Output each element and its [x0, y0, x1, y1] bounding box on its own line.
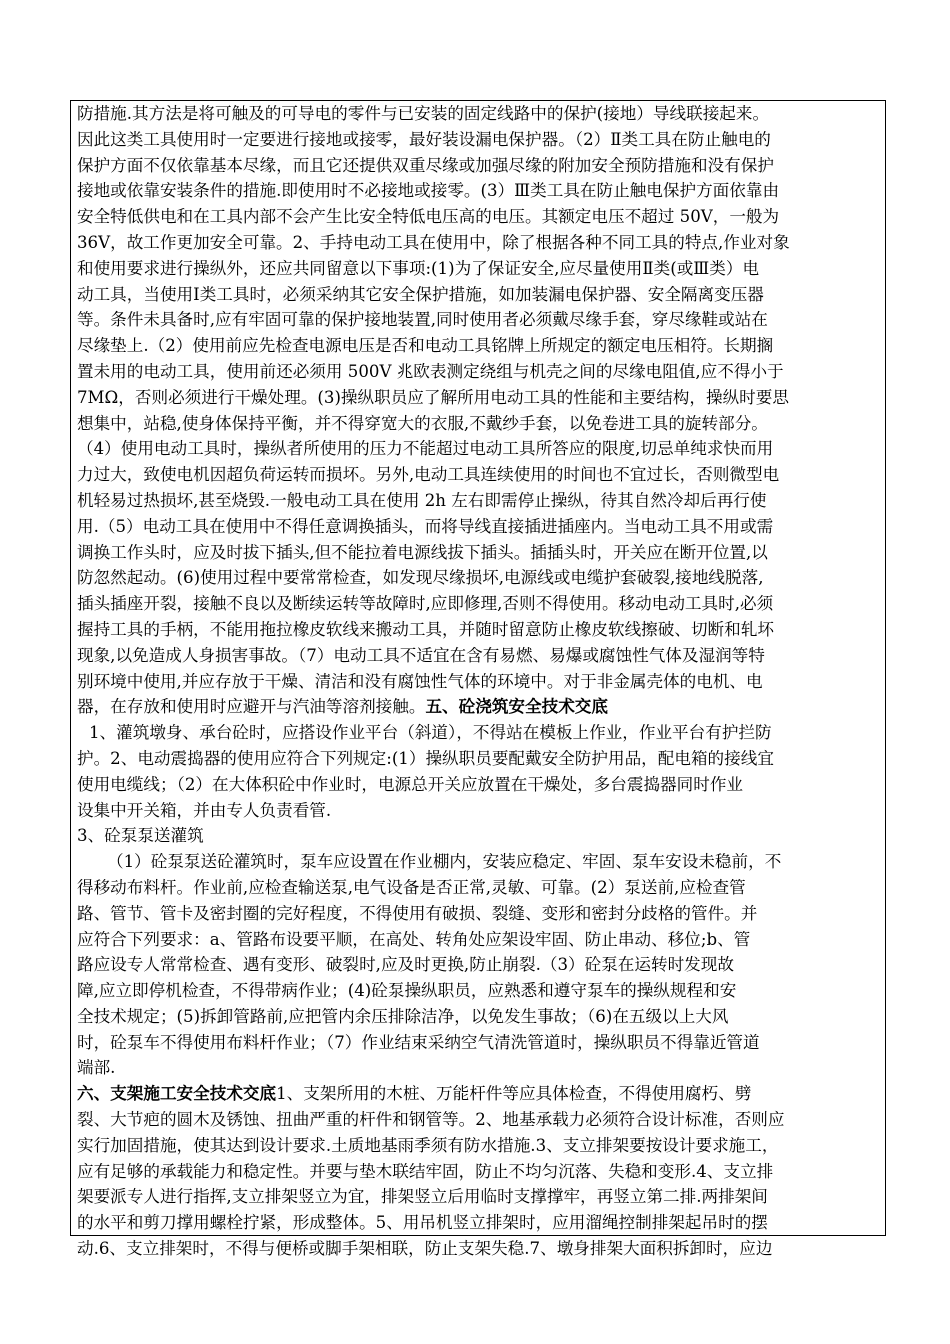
text-line: 别环境中使用,并应存放于干燥、清洁和没有腐蚀性气体的环境中。对于非金属壳体的电机、电 [77, 671, 763, 691]
text-line-with-heading [77, 1081, 883, 1107]
text-segment: 器，在存放和使用时应避开与汽油等溶剂接触。 [77, 697, 426, 717]
subheading-pump: 3、砼泵泵送灌筑 [77, 826, 204, 846]
text-line: 1、灌筑墩身、承台砼时，应搭设作业平台（斜道），不得站在模板上作业，作业平台有护拦防 [89, 723, 772, 743]
text-line: 应有足够的承载能力和稳定性。并要与垫木联结牢固，防止不均匀沉落、失稳和变形.4、支立排 [77, 1161, 774, 1181]
text-line: 尽缘垫上.（2）使用前应先检查电源电压是否和电动工具铭牌上所规定的额定电压相符。长期搁 [77, 336, 774, 356]
text-line-with-heading [77, 694, 883, 720]
text-line: 路应设专人常常检查、遇有变形、破裂时,应及时更换,防止崩裂.（3）砼泵在运转时发现故 [77, 955, 734, 975]
text-line: 裂、大节疤的圆木及锈蚀、扭曲严重的杆件和钢管等。2、地基承载力必须符合设计标准，否则应 [77, 1110, 785, 1130]
text-line: 的水平和剪刀撑用螺栓拧紧，形成整体。5、用吊机竖立排架时，应用溜绳控制排架起吊时的摆 [77, 1213, 768, 1233]
text-line: （1）砼泵泵送砼灌筑时，泵车应设置在作业棚内，安装应稳定、牢固、泵车安设未稳前，不 [107, 852, 782, 872]
text-line: 障,应立即停机检查，不得带病作业；(4)砼泵操纵职员，应熟悉和遵守泵车的操纵规程和安 [77, 981, 737, 1001]
text-line: 防忽然起动。(6)使用过程中要常常检查，如发现尽缘损坏,电源线或电缆护套破裂,接地线脱落, [77, 568, 764, 588]
text-segment: 1、支架所用的木桩、万能杆件等应具体检查，不得使用腐朽、劈 [276, 1084, 752, 1104]
text-line: 置未用的电动工具，使用前还必须用 500V 兆欧表测定绕组与机壳之间的尽缘电阻值,应不得小于 [77, 361, 784, 381]
text-line: 端部. [77, 1058, 116, 1078]
text-line: 机轻易过热损坏,甚至烧毁.一般电动工具在使用 2h 左右即需停止操纵，待其自然冷却后再行使 [77, 490, 767, 510]
text-line: 动工具，当使用Ⅰ类工具时，必须采纳其它安全保护措施，如加装漏电保护器、安全隔离变压器 [77, 284, 764, 304]
text-line: 用.（5）电动工具在使用中不得任意调换插头，而将导线直接插进插座内。当电动工具不用或需 [77, 516, 774, 536]
text-line: 7MΩ，否则必须进行干燥处理。(3)操纵职员应了解所用电动工具的性能和主要结构，操纵时要思 [77, 387, 789, 407]
text-line: 等。条件未具备时,应有牢固可靠的保护接地装置,同时使用者必须戴尽缘手套，穿尽缘鞋或站在 [77, 310, 768, 330]
text-line: 动.6、支立排架时，不得与便桥或脚手架相联，防止支架失稳.7、墩身排架大面积拆卸时，应边 [77, 1239, 773, 1259]
text-line: 保护方面不仅依靠基本尽缘，而且它还提供双重尽缘或加强尽缘的附加安全预防措施和没有保护 [77, 155, 774, 175]
text-line: 插头插座开裂，接触不良以及断续运转等故障时,应即修理,否则不得使用。移动电动工具时,必须 [77, 594, 774, 614]
text-line: 得移动布料杆。作业前,应检查输送泵,电气设备是否正常,灵敏、可靠。(2）泵送前,应检查管 [77, 877, 746, 897]
section-heading-5: 五、砼浇筑安全技术交底 [425, 696, 608, 717]
text-line: 安全特低供电和在工具内部不会产生比安全特低电压高的电压。其额定电压不超过 50V，一般为 [77, 207, 780, 227]
text-line: 设集中开关箱，并由专人负责看管. [77, 800, 332, 820]
text-line: 和使用要求进行操纵外，还应共同留意以下事项:(1)为了保证安全,应尽量使用Ⅱ类(或Ⅲ类）电 [77, 258, 760, 278]
text-line: 护。2、电动震捣器的使用应符合下列规定:(1）操纵职员要配戴安全防护用品，配电箱的接线宜 [77, 748, 774, 768]
text-line: 路、管节、管卡及密封圈的完好程度，不得使用有破损、裂缝、变形和密封分歧格的管件。并 [77, 903, 758, 923]
text-line: 防措施.其方法是将可触及的可导电的零件与已安装的固定线路中的保护(接地）导线联接起来。 [77, 104, 770, 123]
text-line: 调换工作头时，应及时拔下插头,但不能拉着电源线拔下插头。插插头时，开关应在断开位置,以 [77, 542, 768, 562]
section-heading-6: 六、支架施工安全技术交底 [77, 1083, 277, 1104]
text-line: 36V，故工作更加安全可靠。2、手持电动工具在使用中，除了根据各种不同工具的特点,作业对象 [77, 232, 790, 252]
text-line: 想集中，站稳,使身体保持平衡，并不得穿宽大的衣服,不戴纱手套，以免卷进工具的旋转部分。 [77, 413, 768, 433]
text-line: 因此这类工具使用时一定要进行接地或接零，最好装设漏电保护器。（2）Ⅱ类工具在防止触电的 [77, 129, 771, 149]
text-line: 架要派专人进行指挥,支立排架竖立为宜，排架竖立后用临时支撑撑牢，再竖立第二排.两排架间 [77, 1187, 768, 1207]
text-line: 现象,以免造成人身损害事故。（7）电动工具不适宜在含有易燃、易爆或腐蚀性气体及湿润等特 [77, 645, 765, 665]
document-body [77, 101, 883, 1262]
text-line: 应符合下列要求：a、管路布设要平顺，在高处、转角处应架设牢固、防止串动、移位;b、管 [77, 929, 751, 949]
text-line: 接地或依靠安装条件的措施.即使用时不必接地或接零。(3）Ⅲ类工具在防止触电保护方面依靠由 [77, 181, 780, 201]
text-line: 全技术规定；(5)拆卸管路前,应把管内余压排除洁净，以免发生事故；（6)在五级以上大风 [77, 1006, 729, 1026]
text-line: 实行加固措施，使其达到设计要求.土质地基雨季须有防水措施.3、支立排架要按设计要求施工， [77, 1135, 779, 1155]
text-line: 握持工具的手柄，不能用拖拉橡皮软线来搬动工具，并随时留意防止橡皮软线擦破、切断和轧坏 [77, 619, 774, 639]
text-line: 使用电缆线；（2）在大体积砼中作业时，电源总开关应放置在干燥处，多台震捣器同时作业 [77, 774, 744, 794]
text-line: 力过大，致使电机因超负荷运转而损坏。另外,电动工具连续使用的时间也不宜过长，否则微型电 [77, 465, 780, 485]
text-line: （4）使用电动工具时，操纵者所使用的压力不能超过电动工具所答应的限度,切忌单纯求快而用 [77, 439, 774, 459]
text-line: 时，砼泵车不得使用布料杆作业；（7）作业结束采纳空气清洗管道时，操纵职员不得靠近管道 [77, 1032, 760, 1052]
